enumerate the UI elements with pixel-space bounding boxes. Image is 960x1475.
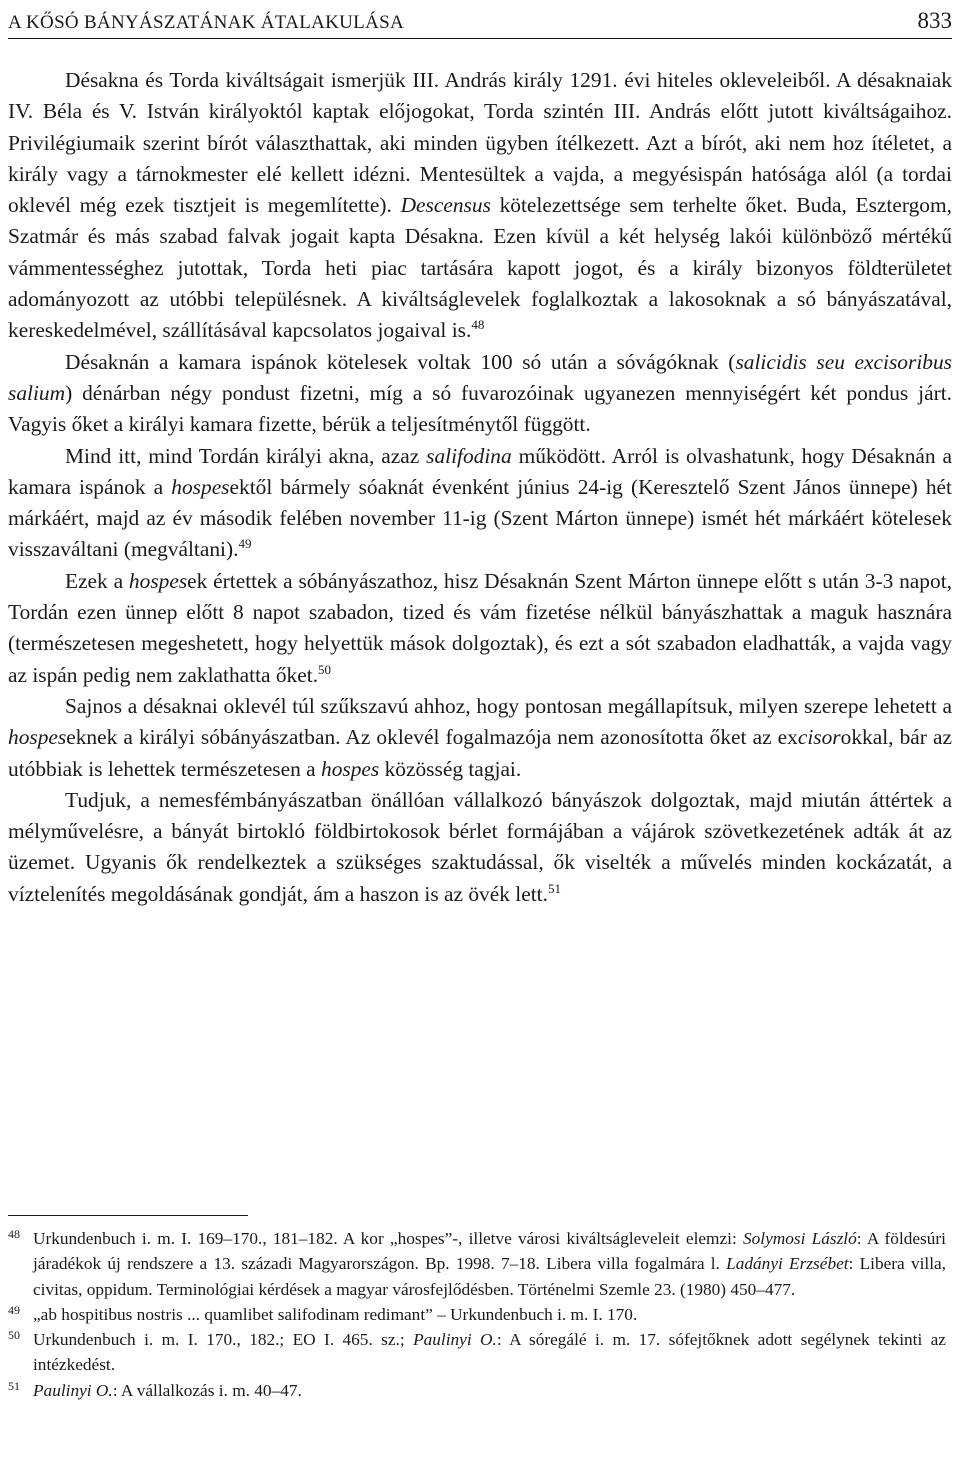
text-run: Mind itt, mind Tordán királyi akna, azaz [65, 443, 427, 468]
italic-term: Descensus [400, 193, 491, 218]
footnote-48 [8, 1226, 946, 1302]
text-run: Désakna és Torda kiváltságait ismerjük III. András király 1291. évi hiteles okleveleiből. A désaknaiak IV. Béla és V. István királyoktól kaptak előjogokat, Torda szintén III. András előtt jutott kiváltságaihoz. Privilégiumaik szerint bírót választhattak, aki minden ügyben ítélkezett. Azt a bírót, aki nem hoz ítéletet, a király vagy a tárnokmester elé kellett idézni. Mentesültek a vajda, a megyésispán hatósága alól (a tordai oklevél még ezek tisztjeit is megemlítette). [8, 68, 952, 218]
italic-term: hospes [171, 474, 230, 499]
footnote-number: 50 [8, 1328, 20, 1343]
footnote-divider [8, 1215, 248, 1216]
paragraph-1 [8, 65, 952, 347]
footnote-ref-51[interactable]: 51 [547, 880, 561, 896]
paragraph-2 [8, 347, 952, 441]
running-title: A KŐSÓ BÁNYÁSZATÁNAK ÁTALAKULÁSA [8, 12, 405, 33]
paragraph-3 [8, 441, 952, 566]
text-run: Désaknán a kamara ispánok kötelesek voltak 100 só után a sóvágóknak ( [65, 349, 736, 374]
footnote-ref-49[interactable]: 49 [238, 536, 252, 552]
italic-term: hospes [8, 725, 67, 750]
text-run: eknek a királyi sóbányászatban. Az oklevél fogalmazója nem azonosította őket az ex [66, 725, 798, 750]
text-run: Tudjuk, a nemesfémbányászatban önállóan vállalkozó bányászok dolgoztak, majd miután áttértek a mélyművelésre, a bányát birtokló földbirtokosok bérlet formájában a vájárok szövetkezetének adták át az üzemet. Ugyanis ők rendelkeztek a szükséges szaktudással, ők viselték a művelés minden kockázatát, a víztelenítés megoldásának gondját, ám a haszon is az övék lett. [8, 787, 952, 906]
paragraph-5 [8, 691, 952, 785]
italic-term: hospes [128, 568, 188, 593]
text-run: : A sóregálé i. m. 17. sófejtőknek adott segélynek tekinti az intézkedést. [33, 1330, 946, 1375]
text-run: ) dénárban négy pondust fizetni, míg a só fuvarozóinak ugyanezen mennyiségért két pondus járt. Vagyis őket a királyi kamara fizette, bérük a teljesítménytől függött. [8, 380, 952, 437]
footnote-49 [8, 1302, 946, 1327]
text-run: „ab hospitibus nostris ... quamlibet salifodinam redimant” – Urkundenbuch i. m. I. 170. [33, 1304, 638, 1324]
text-run: Sajnos a désaknai oklevél túl szűkszavú ahhoz, hogy pontosan megállapítsuk, milyen szerepe lehetett a [65, 693, 952, 718]
footnote-50 [8, 1327, 946, 1378]
footnotes [8, 1226, 946, 1403]
paragraph-4 [8, 566, 952, 691]
text-run: Urkundenbuch i. m. I. 170., 182.; EO I. 465. sz.; [33, 1330, 414, 1350]
italic-author: Paulinyi O. [33, 1380, 113, 1400]
text-run: : Libera villa, civitas, oppidum. Terminológiai kérdések a magyar városfejlődésben. Történelmi Szemle 23. (1980) 450–477. [33, 1254, 947, 1299]
text-run: működött. Arról is olvashatunk, hogy Désaknán a kamara ispánok a [8, 443, 952, 499]
paragraph-6 [8, 785, 952, 910]
footnote-number: 48 [8, 1227, 20, 1241]
italic-author: Ladányi Erzsébet [726, 1254, 849, 1274]
italic-author: Paulinyi O. [413, 1330, 497, 1350]
italic-author: Solymosi László [742, 1229, 857, 1248]
footnote-51 [8, 1378, 946, 1403]
main-text [8, 65, 952, 910]
text-run: ektől bármely sóaknát évenként június 24-ig (Keresztelő Szent János ünnepe) hét márkáért, majd az év második felében november 11-ig (Szent Márton ünnepe) ismét hét márkáért kötelesek visszaváltani (megváltani). [8, 474, 952, 562]
footnote-number: 49 [8, 1302, 20, 1317]
page-number: 833 [917, 8, 952, 33]
italic-term: salicidis seu excisoribus salium [8, 349, 952, 405]
running-header [8, 0, 952, 39]
italic-term: salifodina [426, 443, 512, 468]
italic-term: hospes [321, 756, 380, 781]
text-run: : A vállalkozás i. m. 40–47. [112, 1380, 302, 1400]
footnote-number: 51 [8, 1378, 20, 1393]
italic-term: cisor [797, 725, 841, 750]
footnote-ref-48[interactable]: 48 [471, 317, 485, 333]
text-run: Ezek a [65, 568, 129, 593]
text-run: közösség tagjai. [379, 756, 522, 781]
text-run: kötelezettsége sem terhelte őket. Buda, Esztergom, Szatmár és más szabad falvak jogait kapta Désakna. Ezen kívül a két helység lakói különböző mértékű vámmentességhez jutottak, Torda heti piac tartására kapott jogot, és a király bizonyos földterületet adományozott az utóbbi településnek. A kiváltságlevelek foglalkoztak a lakosoknak a só bányászatával, kereskedelmével, szállításával kapcsolatos jogaival is. [8, 193, 952, 343]
footnote-ref-50[interactable]: 50 [318, 661, 332, 677]
text-run: ek értettek a sóbányászathoz, hisz Désaknán Szent Márton ünnepe előtt s után 3-3 napot, Tordán ezen ünnep előtt 8 napot szabadon, tized és vám fizetése nélkül bányászhattak a maguk hasznára (természetesen megeshetett, hogy helyettük mások dolgoztak), és ezt a sót szabadon eladhatták, a vajda vagy az ispán pedig nem zaklathatta őket. [8, 568, 952, 687]
text-run: okkal, bár az utóbbiak is lehettek természetesen a [8, 725, 952, 781]
text-run: Urkundenbuch i. m. I. 169–170., 181–182. A kor „hospes”-, illetve városi kiváltságleveleit elemzi: [33, 1229, 743, 1248]
text-run: : A földesúri járadékok új rendszere a 13. századi Magyarországon. Bp. 1998. 7–18. Libera villa fogalmára l. [33, 1229, 946, 1274]
